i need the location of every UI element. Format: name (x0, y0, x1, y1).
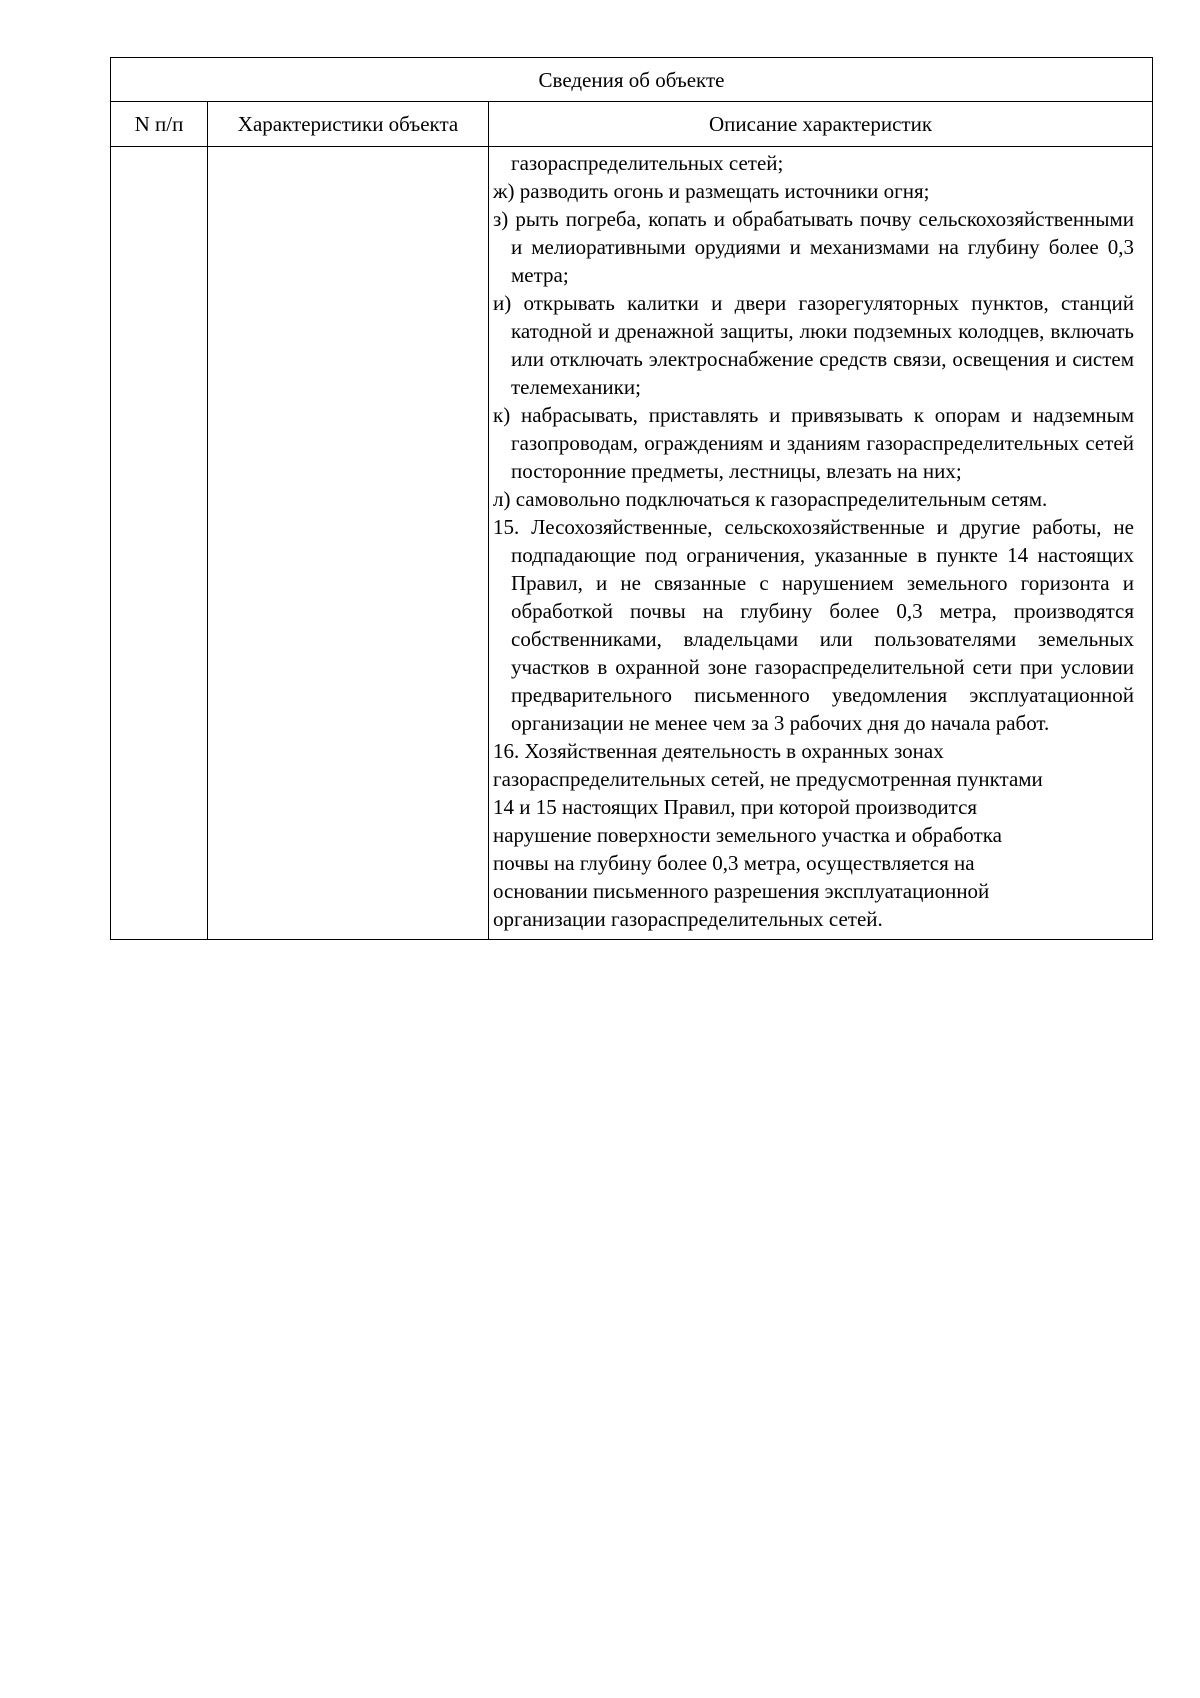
description-item-l: л) самовольно подключаться к газораспределительным сетям. (493, 487, 1048, 511)
object-info-table (110, 57, 1153, 940)
description-item-zh: ж) разводить огонь и размещать источники огня; (493, 179, 930, 203)
description-item-15: 15. Лесохозяйственные, сельскохозяйственные и другие работы, не подпадающие под ограничения, указанные в пункте 14 настоящих Правил, и не связанные с нарушением земельного горизонта и обработкой почвы на глубину более 0,3 метра, производятся собственниками, владельцами или пользователями земельных участков в охранной зоне газораспределительной сети при условии предварительного письменного уведомления эксплуатационной организации не менее чем за 3 рабочих дня до начала работ. (493, 515, 1134, 735)
table-title: Сведения об объекте (111, 58, 1153, 102)
description-item-k: к) набрасывать, приставлять и привязывать к опорам и надземным газопроводам, ограждениям и зданиям газораспределительных сетей посторонние предметы, лестницы, влезать на них; (493, 403, 1134, 483)
table-header-row (111, 102, 1153, 147)
description-item-i: и) открывать калитки и двери газорегуляторных пунктов, станций катодной и дренажной защиты, люки подземных колодцев, включать или отключать электроснабжение средств связи, освещения и систем телемеханики; (493, 291, 1134, 399)
table-row (111, 147, 1153, 940)
header-description: Описание характеристик (489, 102, 1153, 147)
header-number: N п/п (111, 102, 208, 147)
description-item-z: з) рыть погреба, копать и обрабатывать почву сельскохозяйственными и мелиоративными орудиями и механизмами на глубину более 0,3 метра; (493, 207, 1134, 287)
row-characteristic-cell (208, 147, 489, 940)
row-number-cell (111, 147, 208, 940)
description-continuation: газораспределительных сетей; (511, 151, 784, 175)
row-description-cell (489, 147, 1153, 940)
description-paragraph-16: 16. Хозяйственная деятельность в охранных зонах газораспределительных сетей, не предусмотренная пунктами 14 и 15 настоящих Правил, при которой производится нарушение поверхности земельного участка и обработка почвы на глубину более 0,3 метра, осуществляется на основании письменного разрешения эксплуатационной организации газораспределительных сетей. (493, 739, 1043, 931)
header-characteristics: Характеристики объекта (208, 102, 489, 147)
table-title-row (111, 58, 1153, 102)
